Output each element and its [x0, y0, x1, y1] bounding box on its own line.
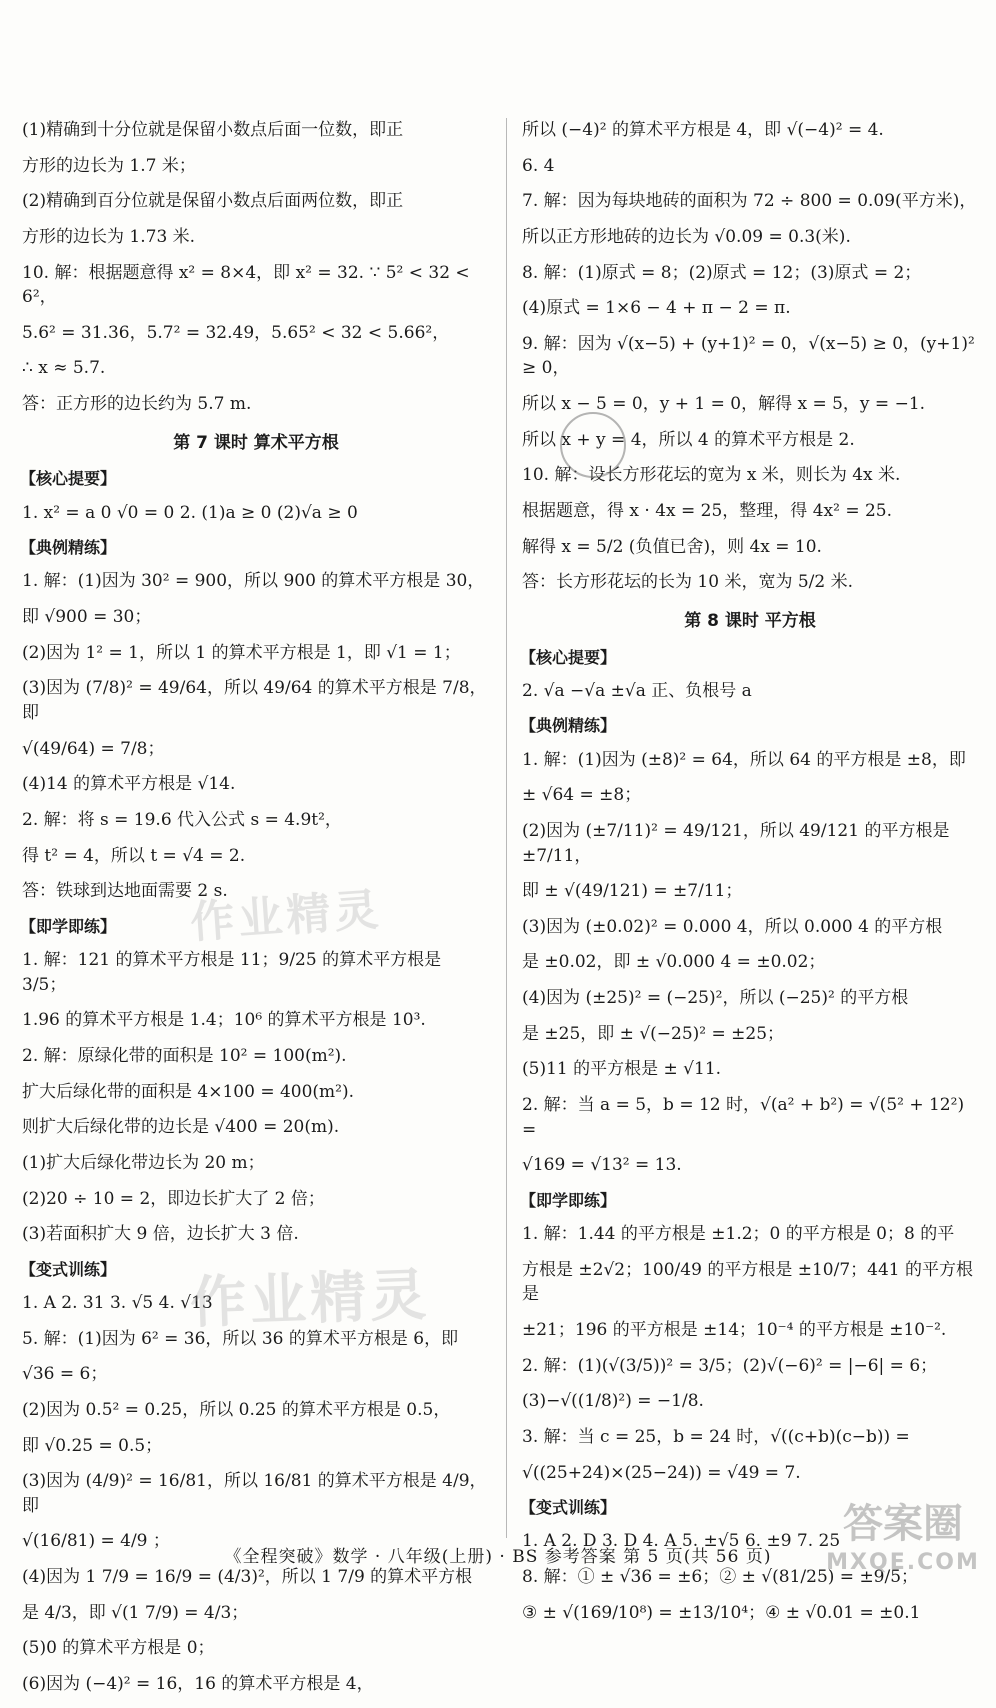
heading-core-summary: 【核心提要】 [20, 469, 117, 489]
text-line: 2. 解：当 a = 5，b = 12 时，√(a² + b²) = √(5² + 12²) = [522, 1095, 965, 1140]
text-line: 所以 x + y = 4，所以 4 的算术平方根是 2. [522, 429, 855, 450]
heading-variant-training: 【变式训练】 [520, 1498, 617, 1518]
text-line: 1. 解：(1)因为 (±8)² = 64，所以 64 的平方根是 ±8，即 [522, 749, 966, 770]
text-line: 所以 (−4)² 的算术平方根是 4，即 √(−4)² = 4. [522, 120, 884, 140]
heading-examples: 【典例精练】 [520, 716, 617, 736]
text-line: 3. 解：当 c = 25，b = 24 时，√((c+b)(c−b)) = [522, 1426, 910, 1447]
text-line: 9. 解：因为 √(x−5) + (y+1)² = 0，√(x−5) ≥ 0，(y+1)² ≥ 0， [522, 333, 975, 379]
text-line: 方形的边长为 1.73 米. [22, 226, 196, 247]
text-line: (2)20 ÷ 10 = 2，即边长扩大了 2 倍； [22, 1188, 325, 1209]
text-line: 1. 解：1.44 的平方根是 ±1.2；0 的平方根是 0；8 的平 [522, 1224, 955, 1245]
stamp-mark [560, 412, 626, 478]
text-line: 6. 4 [522, 155, 555, 176]
text-line: 即 √900 = 30； [22, 607, 152, 628]
watermark: 作业精灵 [189, 1262, 432, 1337]
text-line: 即 √0.25 = 0.5； [22, 1435, 163, 1456]
text-line: 方形的边长为 1.7 米； [22, 155, 196, 176]
text-line: (4)14 的算术平方根是 √14. [22, 774, 236, 795]
text-line: ③ ± √(169/10⁸) = ±13/10⁴；④ ± √0.01 = ±0.1 [522, 1602, 921, 1623]
text-line: (2)因为 1² = 1，所以 1 的算术平方根是 1，即 √1 = 1； [22, 642, 461, 663]
text-line: 答：铁球到达地面需要 2 s. [22, 881, 228, 902]
heading-practice: 【即学即练】 [520, 1190, 617, 1210]
text-line: 10. 解：根据题意得 x² = 8×4，即 x² = 32. ∵ 5² < 32 < 6²， [22, 262, 470, 308]
text-line: (3)−√((1/8)²) = −1/8. [522, 1391, 704, 1412]
page-footer: 《全程突破》数学 · 八年级(上册) · BS 参考答案 第 5 页(共 56 页) [224, 1547, 772, 1567]
text-line: 得 t² = 4，所以 t = √4 = 2. [22, 845, 246, 866]
text-line: (2)因为 0.5² = 0.25，所以 0.25 的算术平方根是 0.5， [22, 1399, 451, 1420]
text-line: (3)因为 (±0.02)² = 0.000 4，所以 0.000 4 的平方根 [522, 916, 943, 937]
text-line: 2. 解：(1)(√(3/5))² = 3/5；(2)√(−6)² = |−6| = 6； [522, 1355, 938, 1376]
heading-practice: 【即学即练】 [20, 916, 117, 936]
text-line: ∴ x ≈ 5.7. [22, 358, 106, 379]
text-line: 7. 解：因为每块地砖的面积为 72 ÷ 800 = 0.09(平方米)， [522, 191, 977, 212]
text-line: 答：正方形的边长约为 5.7 m. [22, 394, 252, 415]
left-column [22, 118, 490, 1708]
text-line: 8. 解：① ± √36 = ±6；② ± √(81/25) = ±9/5； [522, 1567, 919, 1588]
text-line: 根据题意，得 x · 4x = 25，整理，得 4x² = 25. [522, 501, 892, 522]
heading-core-summary: 【核心提要】 [520, 647, 617, 667]
text-line: 2. 解：原绿化带的面积是 10² = 100(m²). [22, 1045, 347, 1066]
text-line: 10. 解：设长方形花坛的宽为 x 米，则长为 4x 米. [522, 465, 901, 486]
text-line: 所以正方形地砖的边长为 √0.09 = 0.3(米). [522, 226, 851, 247]
text-line: (3)因为 (7/8)² = 49/64，所以 49/64 的算术平方根是 7/8，即 [22, 678, 487, 723]
section-title-lesson-7: 第 7 课时 算术平方根 [173, 432, 339, 453]
heading-examples: 【典例精练】 [20, 538, 117, 558]
text-line: 所以 x − 5 = 0，y + 1 = 0，解得 x = 5，y = −1. [522, 394, 926, 415]
text-line: 是 4/3，即 √(1 7/9) = 4/3； [22, 1602, 249, 1623]
text-line: (2)因为 (±7/11)² = 49/121，所以 49/121 的平方根是 ±7/11， [522, 820, 950, 866]
text-line: ± √64 = ±8； [522, 785, 642, 806]
right-column [522, 118, 978, 1636]
text-line: 2. √a −√a ±√a 正、负根号 a [522, 680, 752, 701]
text-line: 1. x² = a 0 √0 = 0 2. (1)a ≥ 0 (2)√a ≥ 0 [22, 502, 358, 523]
text-line: 答：长方形花坛的长为 10 米，宽为 5/2 米. [522, 572, 854, 593]
text-line: 8. 解：(1)原式 = 8；(2)原式 = 12；(3)原式 = 2； [522, 262, 922, 283]
text-line: 1. 解：121 的算术平方根是 11；9/25 的算术平方根是 3/5； [22, 950, 442, 995]
text-line: √(16/81) = 4/9 ； [22, 1531, 170, 1552]
text-line: (2)精确到百分位就是保留小数点后面两位数，即正 [22, 191, 404, 212]
logo-text: 答案圈 [843, 1501, 963, 1547]
text-line: (4)因为 (±25)² = (−25)²，所以 (−25)² 的平方根 [522, 988, 909, 1009]
text-line: (5)0 的算术平方根是 0； [22, 1638, 215, 1659]
text-line: (1)扩大后绿化带边长为 20 m； [22, 1152, 265, 1173]
text-line: (4)因为 1 7/9 = 16/9 = (4/3)²，所以 1 7/9 的算术平方根 [22, 1567, 473, 1588]
column-divider [506, 118, 507, 1538]
logo-url: MXQE.COM [826, 1550, 980, 1575]
section-title-lesson-8: 第 8 课时 平方根 [684, 610, 816, 631]
text-line: 1. 解：(1)因为 30² = 900，所以 900 的算术平方根是 30， [22, 571, 485, 592]
site-logo [818, 1492, 988, 1592]
text-line: (3)因为 (4/9)² = 16/81，所以 16/81 的算术平方根是 4/9，即 [22, 1471, 487, 1516]
text-line: ±21；196 的平方根是 ±14；10⁻⁴ 的平方根是 ±10⁻². [522, 1320, 947, 1341]
text-line: 解得 x = 5/2 (负值已舍)，则 4x = 10. [522, 536, 822, 557]
text-line: (5)11 的平方根是 ± √11. [522, 1059, 722, 1080]
text-line: √(49/64) = 7/8； [22, 738, 165, 759]
text-line: √169 = √13² = 13. [522, 1155, 682, 1176]
text-line: 2. 解：将 s = 19.6 代入公式 s = 4.9t²， [22, 809, 342, 830]
text-line: 是 ±25，即 ± √(−25)² = ±25； [522, 1023, 785, 1044]
text-line: (1)精确到十分位就是保留小数点后面一位数，即正 [22, 120, 404, 140]
heading-variant-training: 【变式训练】 [20, 1259, 117, 1279]
text-line: √((25+24)×(25−24)) = √49 = 7. [522, 1462, 801, 1483]
text-line: 方根是 ±2√2；100/49 的平方根是 ±10/7；441 的平方根是 [522, 1259, 973, 1305]
text-line: (4)原式 = 1×6 − 4 + π − 2 = π. [522, 298, 791, 319]
text-line: 即 ± √(49/121) = ±7/11； [522, 881, 743, 902]
text-line: 1. A 2. D 3. D 4. A 5. ±√5 6. ±9 7. 25 [522, 1531, 841, 1552]
text-line: 1. A 2. 31 3. √5 4. √13 [22, 1292, 213, 1313]
text-line: 5. 解：(1)因为 6² = 36，所以 36 的算术平方根是 6，即 [22, 1328, 459, 1349]
text-line: 1.96 的算术平方根是 1.4；10⁶ 的算术平方根是 10³. [22, 1010, 426, 1031]
text-line: 5.6² = 31.36，5.7² = 32.49，5.65² < 32 < 5.66²， [22, 322, 450, 343]
text-line: 是 ±0.02，即 ± √0.000 4 = ±0.02； [522, 952, 826, 973]
watermark: 作业精灵 [188, 884, 384, 949]
text-line: 扩大后绿化带的面积是 4×100 = 400(m²). [22, 1081, 355, 1102]
text-line: (6)因为 (−4)² = 16，16 的算术平方根是 4， [22, 1674, 374, 1695]
text-line: (3)若面积扩大 9 倍，边长扩大 3 倍. [22, 1224, 299, 1245]
text-line: 则扩大后绿化带的边长是 √400 = 20(m). [22, 1117, 340, 1138]
text-line: √36 = 6； [22, 1364, 108, 1385]
